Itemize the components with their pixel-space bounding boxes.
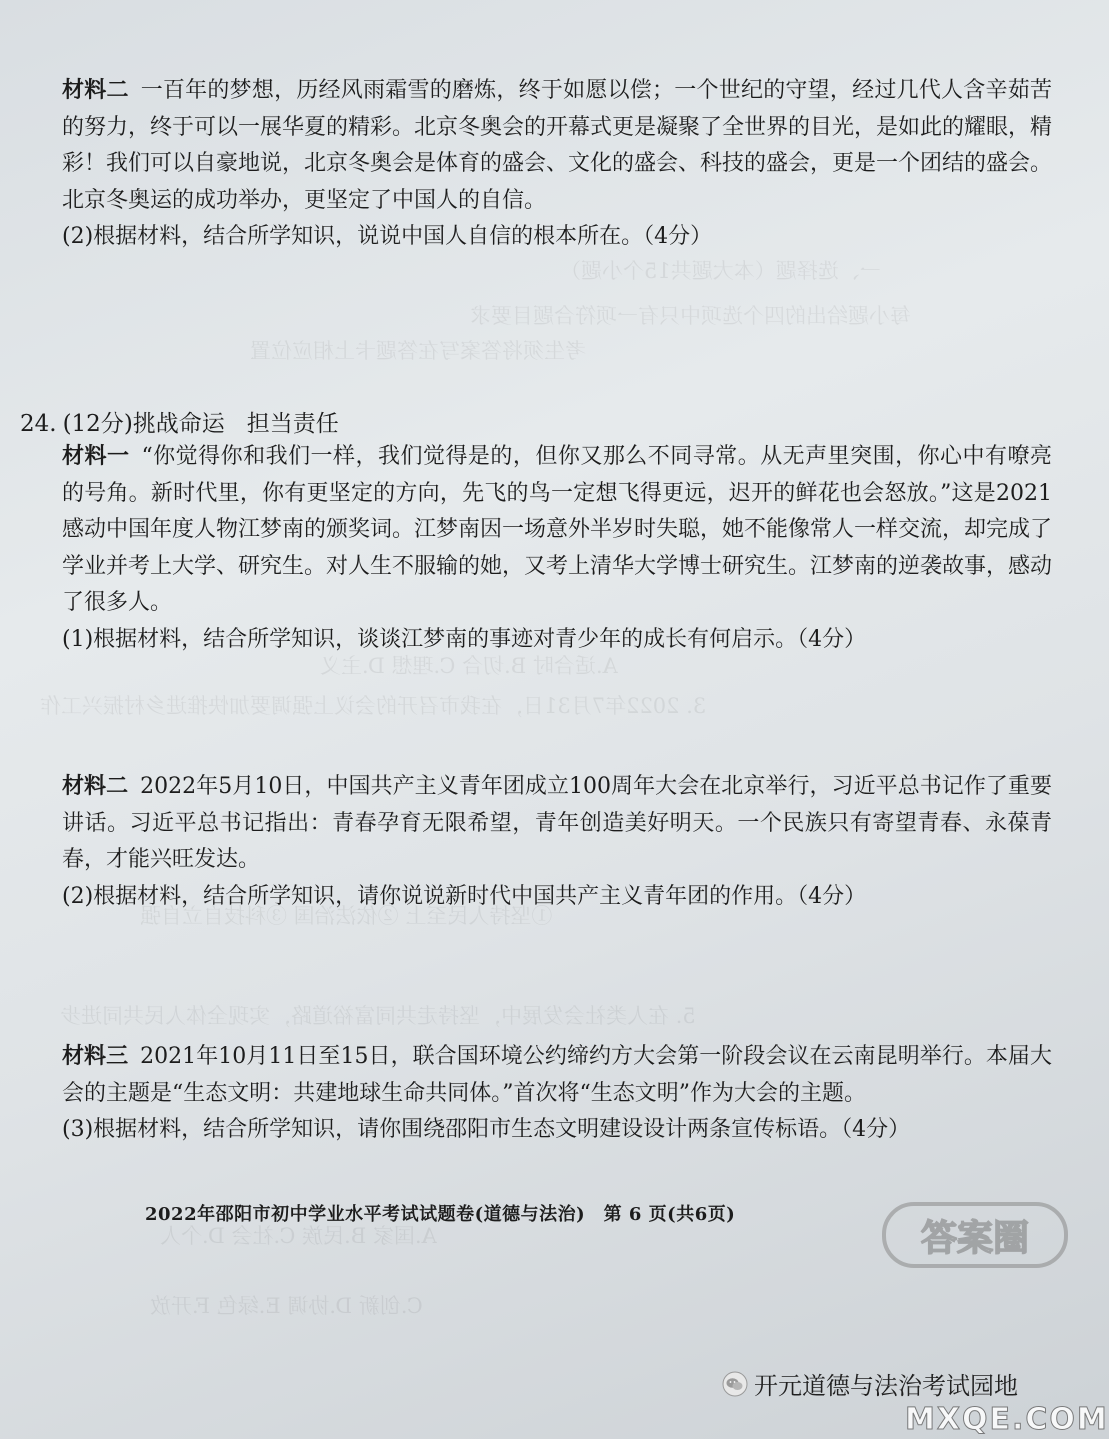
material-paragraph — [62, 1038, 1052, 1112]
svg-text:答案圈: 答案圈 — [920, 1218, 1030, 1259]
bleed-through-text: 一、选择题（本大题共15个小题） — [560, 259, 881, 283]
question-prompt: (2)根据材料，结合所学知识，请你说说新时代中国共产主义青年团的作用。（4分） — [62, 883, 867, 909]
material-label: 材料二 — [62, 773, 129, 799]
material-block-1 — [62, 438, 1052, 658]
material-label: 材料一 — [62, 443, 130, 469]
bleed-through-text: 每小题给出的四个选项中只有一项符合题目要求 — [470, 304, 911, 328]
page-footer: 2022年邵阳市初中学业水平考试试题卷(道德与法治) 第 6 页(共6页) — [145, 1204, 736, 1225]
bleed-through-text: 5. 在人类社会发展中，坚持走共同富裕道路，实现全体人民共同进步 — [60, 1004, 696, 1028]
bleed-through-text: A.国家 B.民族 C.社会 D.个人 — [160, 1224, 437, 1248]
material-block-2-prev — [62, 72, 1052, 256]
bleed-through-text: A.适合时 B.切合 C.理想 D.主义 — [320, 654, 618, 678]
material-paragraph — [62, 438, 1052, 622]
bleed-through-text: 考生须将答案写在答题卡上相应位置 — [250, 339, 586, 363]
wechat-account-name: 开元道德与法治考试园地 — [754, 1372, 1018, 1400]
wechat-icon — [722, 1371, 748, 1397]
question-score: (12分) — [62, 411, 133, 437]
question-prompt: (3)根据材料，结合所学知识，请你围绕邵阳市生态文明建设设计两条宣传标语。（4分） — [62, 1117, 911, 1142]
material-block-2 — [62, 768, 1052, 915]
question-title: 挑战命运 — [132, 411, 225, 437]
answer-circle-logo — [880, 1190, 1070, 1280]
question-prompt: (2)根据材料，结合所学知识，说说中国人自信的根本所在。（4分） — [62, 224, 713, 249]
question-24-header — [20, 405, 339, 438]
material-paragraph — [62, 768, 1052, 879]
wechat-account-watermark — [722, 1366, 1018, 1401]
material-block-3 — [62, 1038, 1052, 1149]
site-domain-watermark: MXQE.COM — [905, 1402, 1109, 1437]
bleed-through-text: 3. 2022年7月31日，在我市召开的会议上强调要加快推进乡村振兴工作 — [40, 694, 707, 718]
material-paragraph — [62, 72, 1052, 219]
material-text: 2022年5月10日，中国共产主义青年团成立100周年大会在北京举行，习近平总书记作了重要讲话。习近平总书记指出：青春孕育无限希望，青年创造美好明天。一个民族只有寄望青春、永葆青春，才能兴旺发达。 — [62, 774, 1052, 872]
question-number: 24. — [20, 411, 57, 437]
bleed-through-text: C.创新 D.协调 E.绿色 F.开放 — [150, 1294, 423, 1318]
material-text: 2021年10月11日至15日，联合国环境公约缔约方大会第一阶段会议在云南昆明举行。本届大会的主题是“生态文明：共建地球生命共同体。”首次将“生态文明”作为大会的主题。 — [62, 1044, 1052, 1106]
question-prompt: (1)根据材料，结合所学知识，谈谈江梦南的事迹对青少年的成长有何启示。（4分） — [62, 626, 867, 652]
question-title-2: 担当责任 — [246, 411, 339, 437]
material-text: “你觉得你和我们一样，我们觉得是的，但你又那么不同寻常。从无声里突围，你心中有嘹亮的号角。新时代里，你有更坚定的方向，先飞的鸟一定想飞得更远，迟开的鲜花也会怒放。”这是2021感动中国年度人物江梦南的颁奖词。江梦南因一场意外半岁时失聪，她不能像常人一样交流，却完成了学业并考上大学、研究生。对人生不服输的她，又考上清华大学博士研究生。江梦南的逆袭故事，感动了很多人。 — [62, 444, 1053, 615]
material-text: 一百年的梦想，历经风雨霜雪的磨炼，终于如愿以偿；一个世纪的守望，经过几代人含辛茹苦的努力，终于可以一展华夏的精彩。北京冬奥会的开幕式更是凝聚了全世界的目光，是如此的耀眼，精彩！我们可以自豪地说，北京冬奥会是体育的盛会、文化的盛会、科技的盛会，更是一个团结的盛会。北京冬奥运的成功举办，更坚定了中国人的自信。 — [62, 78, 1053, 213]
material-label: 材料三 — [62, 1043, 129, 1069]
material-label: 材料二 — [62, 77, 129, 103]
bleed-through-text: ①坚持人民至上 ②依法治国 ③科技自立自强 — [140, 904, 553, 928]
